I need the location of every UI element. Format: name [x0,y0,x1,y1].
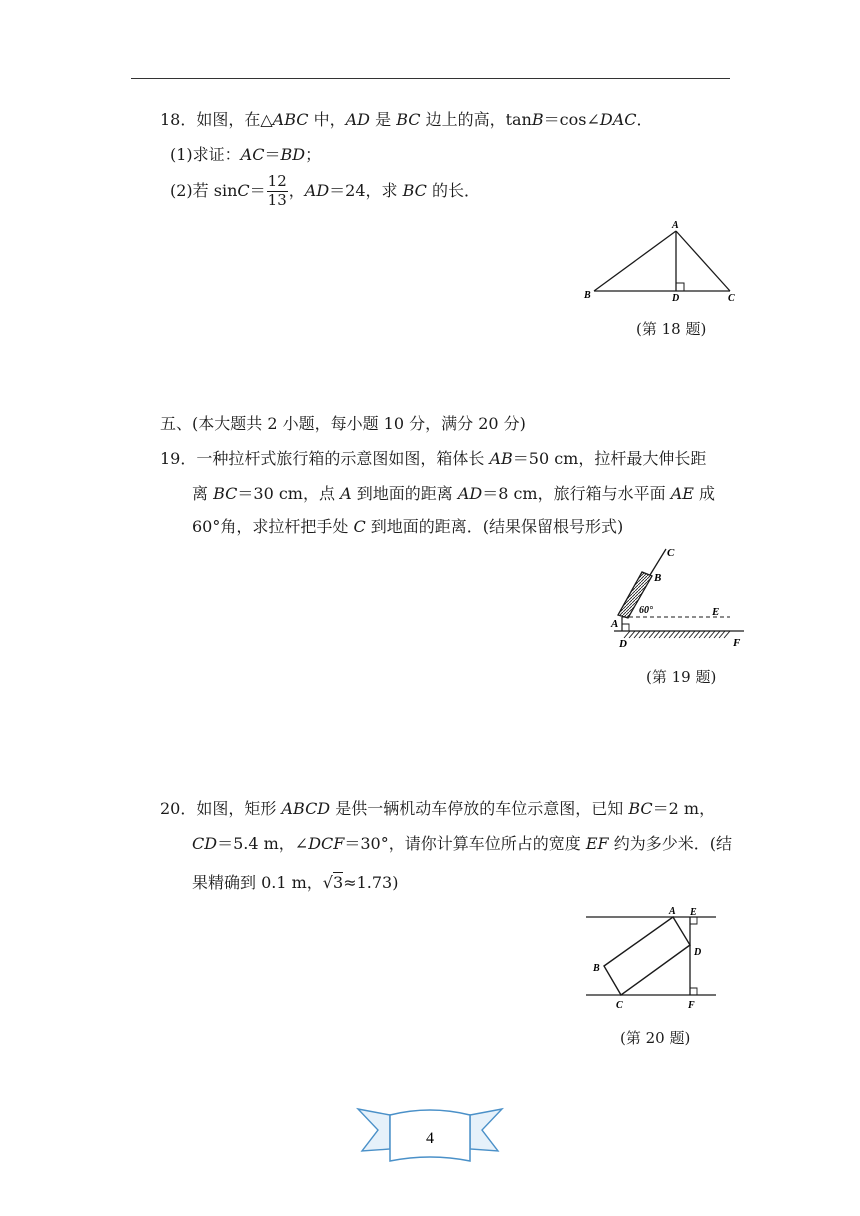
q20-label-c: C [616,1000,623,1011]
banner-right-ribbon [470,1109,502,1151]
q19-line1: 19．一种拉杆式旅行箱的示意图如图，箱体长 AB＝50 cm，拉杆最大伸长距 [160,449,707,468]
q20-right-angle-e [690,917,697,924]
q20-label-e: E [690,907,697,918]
page-number-banner [354,1103,506,1165]
q18-fraction: $\frac{12}{13}$ [267,172,287,209]
q19-label-b: B [654,572,662,584]
section-five-heading: 五、(本大题共 2 小题，每小题 10 分，满分 20 分) [160,414,526,433]
q18-side-ab [594,231,676,291]
page-number: 4 [426,1130,434,1147]
q19-line3: 60°角，求拉杆把手处 C 到地面的距离．(结果保留根号形式) [192,517,624,536]
q19-label-c: C [667,547,675,559]
q18-side-ac [676,231,730,291]
sqrt-radicand: 3 [333,873,344,892]
q20-label-a: A [669,906,676,917]
q18-label-b: B [584,290,591,301]
q19-line2: 离 BC＝30 cm，点 A 到地面的距离 AD＝8 cm，旅行箱与水平面 AE 成 [192,484,716,503]
q19-label-e: E [712,606,720,618]
q18-right-angle-mark [676,283,684,291]
q20-label-b: B [593,963,600,974]
header-rule [131,78,730,79]
q18-number: 18 [160,110,181,129]
q18-caption: (第 18 题) [636,320,707,338]
q18-label-d: D [672,293,680,304]
q19-suitcase-figure [608,543,756,653]
q18-label-a: A [672,220,679,231]
q20-caption: (第 20 题) [620,1029,691,1047]
q20-label-f: F [688,1000,695,1011]
q19-caption: (第 19 题) [646,668,717,686]
q18-part2: (2)若 sinC＝ $\frac{12}{13}$ ，AD＝24，求 BC 的长． [170,172,480,209]
q19-ground-hatching [624,631,730,638]
q19-angle-label: 60° [639,605,653,616]
q20-line1: 20．如图，矩形 ABCD 是供一辆机动车停放的车位示意图，已知 BC＝2 m， [160,799,716,818]
q18-label-c: C [728,293,735,304]
q19-number: 19 [160,449,181,468]
q19-label-a: A [611,618,619,630]
banner-left-ribbon [358,1109,390,1151]
q20-number: 20 [160,799,181,818]
q18-triangle-figure [580,218,750,308]
q20-right-angle-f [690,988,697,995]
q19-right-angle-mark [622,624,629,631]
q18-part1: (1)求证：AC＝BD； [170,145,322,164]
q19-label-d: D [619,638,627,650]
q20-line3: 果精确到 0.1 m，√3≈1.73) [192,873,399,892]
q20-label-d: D [694,947,702,958]
q20-rectangle-abcd [604,917,690,995]
q18-stem: 18．如图，在△ABC 中，AD 是 BC 边上的高，tanB＝cos∠DAC． [160,110,653,129]
q20-parking-figure [582,905,722,1017]
sqrt-sign: √ [322,873,333,892]
q20-line2: CD＝5.4 m，∠DCF＝30°，请你计算车位所占的宽度 EF 约为多少米．(结 [192,834,732,853]
q19-label-f: F [733,637,741,649]
